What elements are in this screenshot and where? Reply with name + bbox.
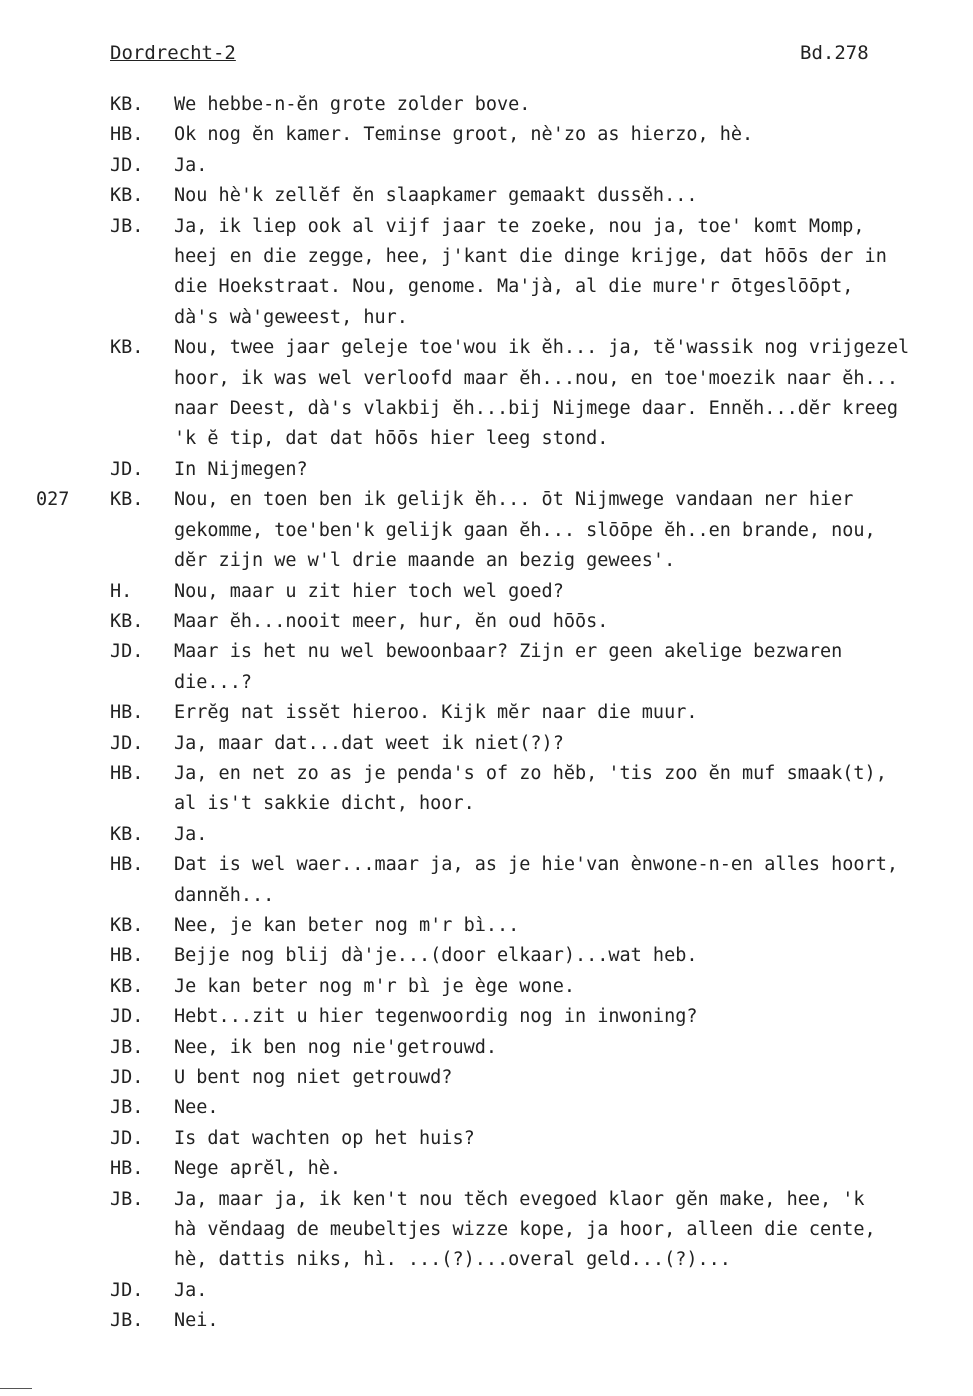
speaker-label: KB.	[110, 914, 144, 936]
utterance	[174, 577, 973, 607]
speaker-label: HB.	[110, 854, 144, 876]
transcript-entry	[0, 1063, 973, 1093]
utterance-line: die...?	[174, 671, 252, 693]
utterance	[174, 1185, 973, 1276]
utterance-line: dà's wà'geweest, hur.	[174, 306, 408, 328]
utterance	[174, 1154, 973, 1184]
transcript-entry	[0, 1124, 973, 1154]
utterance	[174, 151, 973, 181]
speaker-label: HB.	[110, 1158, 144, 1180]
speaker-label: JB.	[110, 215, 144, 237]
speaker-label: KB.	[110, 94, 144, 115]
utterance	[174, 820, 973, 850]
utterance-line: Nee.	[174, 1097, 219, 1119]
transcript-entry	[0, 333, 973, 455]
utterance-line: Nou, maar u zit hier toch wel goed?	[174, 580, 564, 602]
transcript-entry	[0, 637, 973, 698]
utterance-line: hoor, ik was wel verloofd maar ĕh...nou, en toe'moezik naar ĕh...	[174, 367, 898, 389]
utterance	[174, 212, 973, 334]
speaker-label: JD.	[110, 458, 144, 480]
utterance-line: hè, dattis niks, hì. ...(?)...overal geld...(?)...	[174, 1249, 731, 1271]
utterance	[174, 911, 973, 941]
transcript-entry	[0, 911, 973, 941]
utterance	[174, 941, 973, 971]
speaker-label: KB.	[110, 489, 144, 511]
utterance	[174, 850, 973, 911]
utterance	[174, 1306, 973, 1336]
utterance-line: Je kan beter nog m'r bì je ège wone.	[174, 975, 575, 997]
utterance	[174, 120, 973, 150]
transcript-entry	[0, 820, 973, 850]
speaker-label: KB.	[110, 823, 144, 845]
utterance	[174, 485, 973, 576]
speaker-label: JD.	[110, 1006, 144, 1028]
utterance-line: Maar ĕh...nooit meer, hur, ĕn oud hōōs.	[174, 610, 609, 632]
speaker-label: JB.	[110, 1310, 144, 1332]
utterance-line: 'k ĕ tip, dat dat hōōs hier leeg stond.	[174, 428, 609, 450]
utterance	[174, 1124, 973, 1154]
utterance-line: Dat is wel waer...maar ja, as je hie'van ènwone-n-en alles hoort,	[174, 854, 898, 876]
transcript-entry	[0, 759, 973, 820]
utterance-line: heej en die zegge, hee, j'kant die dinge krijge, dat hōōs der in	[174, 246, 887, 268]
utterance-line: Nege aprĕl, hè.	[174, 1158, 342, 1180]
speaker-label: JD.	[110, 154, 144, 176]
speaker-label: HB.	[110, 762, 144, 784]
utterance-line: In Nijmegen?	[174, 458, 308, 480]
transcript-entry	[0, 1185, 973, 1276]
utterance-line: Errĕg nat issĕt hieroo. Kijk mĕr naar die muur.	[174, 702, 698, 724]
document-title: Dordrecht-2	[110, 42, 236, 64]
transcript-entry	[0, 212, 973, 334]
utterance-line: Ja.	[174, 1279, 208, 1301]
transcript-entry	[0, 729, 973, 759]
transcript-entry	[0, 485, 973, 576]
transcript-entry	[0, 1002, 973, 1032]
transcript-entry	[0, 151, 973, 181]
transcript-entry	[0, 120, 973, 150]
transcript-entry	[0, 181, 973, 211]
utterance-line: Is dat wachten op het huis?	[174, 1127, 475, 1149]
transcript-entry	[0, 577, 973, 607]
transcript-entry	[0, 1276, 973, 1306]
transcript-entry	[0, 1154, 973, 1184]
transcript-entry	[0, 1306, 973, 1336]
utterance-line: Maar is het nu wel bewoonbaar? Zijn er geen akelige bezwaren	[174, 641, 843, 663]
utterance	[174, 729, 973, 759]
speaker-label: KB.	[110, 185, 144, 207]
speaker-label: KB.	[110, 975, 144, 997]
utterance-line: hà vĕndaag de meubeltjes wizze kope, ja hoor, alleen die cente,	[174, 1219, 876, 1241]
utterance-line: Ja.	[174, 154, 208, 176]
utterance-line: Nou, en toen ben ik gelijk ĕh... ōt Nijmwege vandaan ner hier	[174, 489, 854, 511]
speaker-label: JD.	[110, 1279, 144, 1301]
utterance	[174, 637, 973, 698]
utterance-line: naar Deest, dà's vlakbij ĕh...bij Nijmege daar. Ennĕh...dĕr kreeg	[174, 398, 898, 420]
speaker-label: JB.	[110, 1188, 144, 1210]
margin-note: 027	[36, 489, 70, 511]
speaker-label: KB.	[110, 610, 144, 632]
utterance	[174, 1033, 973, 1063]
utterance-line: Nou, twee jaar geleje toe'wou ik ĕh... ja, tĕ'wassik nog vrijgezel	[174, 337, 910, 359]
utterance-line: Nei.	[174, 1310, 219, 1332]
utterance-line: die Hoekstraat. Nou, genome. Ma'jà, al die mure'r ōtgeslōōpt,	[174, 276, 854, 298]
bottom-rule	[0, 1388, 32, 1389]
transcript-entry	[0, 1033, 973, 1063]
transcript-entry	[0, 90, 973, 120]
utterance	[174, 1093, 973, 1123]
speaker-label: JD.	[110, 1067, 144, 1088]
transcript-entry	[0, 850, 973, 911]
utterance-line: al is't sakkie dicht, hoor.	[174, 793, 475, 815]
speaker-label: KB.	[110, 337, 144, 359]
speaker-label: JB.	[110, 1097, 144, 1119]
transcript-entry	[0, 972, 973, 1002]
utterance-line: dĕr zijn we w'l drie maande an bezig gewees'.	[174, 550, 676, 572]
speaker-label: H.	[110, 580, 133, 602]
utterance-line: Hebt...zit u hier tegenwoordig nog in inwoning?	[174, 1006, 698, 1028]
utterance	[174, 1276, 973, 1306]
utterance-line: Ja, en net zo as je penda's of zo hĕb, 'tis zoo ĕn muf smaak(t),	[174, 762, 887, 784]
utterance-line: We hebbe-n-ĕn grote zolder bove.	[174, 94, 531, 115]
page-number: Bd.278	[800, 42, 869, 64]
speaker-label: JB.	[110, 1036, 144, 1058]
transcript-entry	[0, 1093, 973, 1123]
transcript-entry	[0, 698, 973, 728]
utterance-line: Ja, maar dat...dat weet ik niet(?)?	[174, 732, 564, 754]
speaker-label: JD.	[110, 641, 144, 663]
utterance-line: Nee, ik ben nog nie'getrouwd.	[174, 1036, 498, 1058]
utterance	[174, 1002, 973, 1032]
transcript	[0, 90, 973, 1337]
transcript-entry	[0, 941, 973, 971]
utterance	[174, 333, 973, 455]
speaker-label: JD.	[110, 1127, 144, 1149]
speaker-label: JD.	[110, 732, 144, 754]
utterance-line: Ja, ik liep ook al vijf jaar te zoeke, nou ja, toe' komt Momp,	[174, 215, 865, 237]
utterance-line: Ja, maar ja, ik ken't nou tĕch evegoed klaor gĕn make, hee, 'k	[174, 1188, 865, 1210]
utterance-line: Nou hè'k zellĕf ĕn slaapkamer gemaakt dussĕh...	[174, 185, 698, 207]
utterance	[174, 90, 973, 120]
speaker-label: HB.	[110, 124, 144, 146]
utterance-line: Bejje nog blij dà'je...(door elkaar)...wat heb.	[174, 945, 698, 967]
utterance	[174, 181, 973, 211]
utterance	[174, 455, 973, 485]
utterance	[174, 1063, 973, 1093]
utterance	[174, 759, 973, 820]
utterance-line: Nee, je kan beter nog m'r bì...	[174, 914, 520, 936]
utterance-line: Ja.	[174, 823, 208, 845]
utterance	[174, 698, 973, 728]
utterance-line: dannĕh...	[174, 884, 275, 906]
transcript-entry	[0, 607, 973, 637]
utterance-line: U bent nog niet getrouwd?	[174, 1067, 453, 1088]
utterance-line: gekomme, toe'ben'k gelijk gaan ĕh... slōōpe ĕh..en brande, nou,	[174, 519, 876, 541]
utterance	[174, 607, 973, 637]
speaker-label: HB.	[110, 945, 144, 967]
utterance	[174, 972, 973, 1002]
utterance-line: Ok nog ĕn kamer. Teminse groot, nè'zo as hierzo, hè.	[174, 124, 754, 146]
transcript-entry	[0, 455, 973, 485]
speaker-label: HB.	[110, 702, 144, 724]
